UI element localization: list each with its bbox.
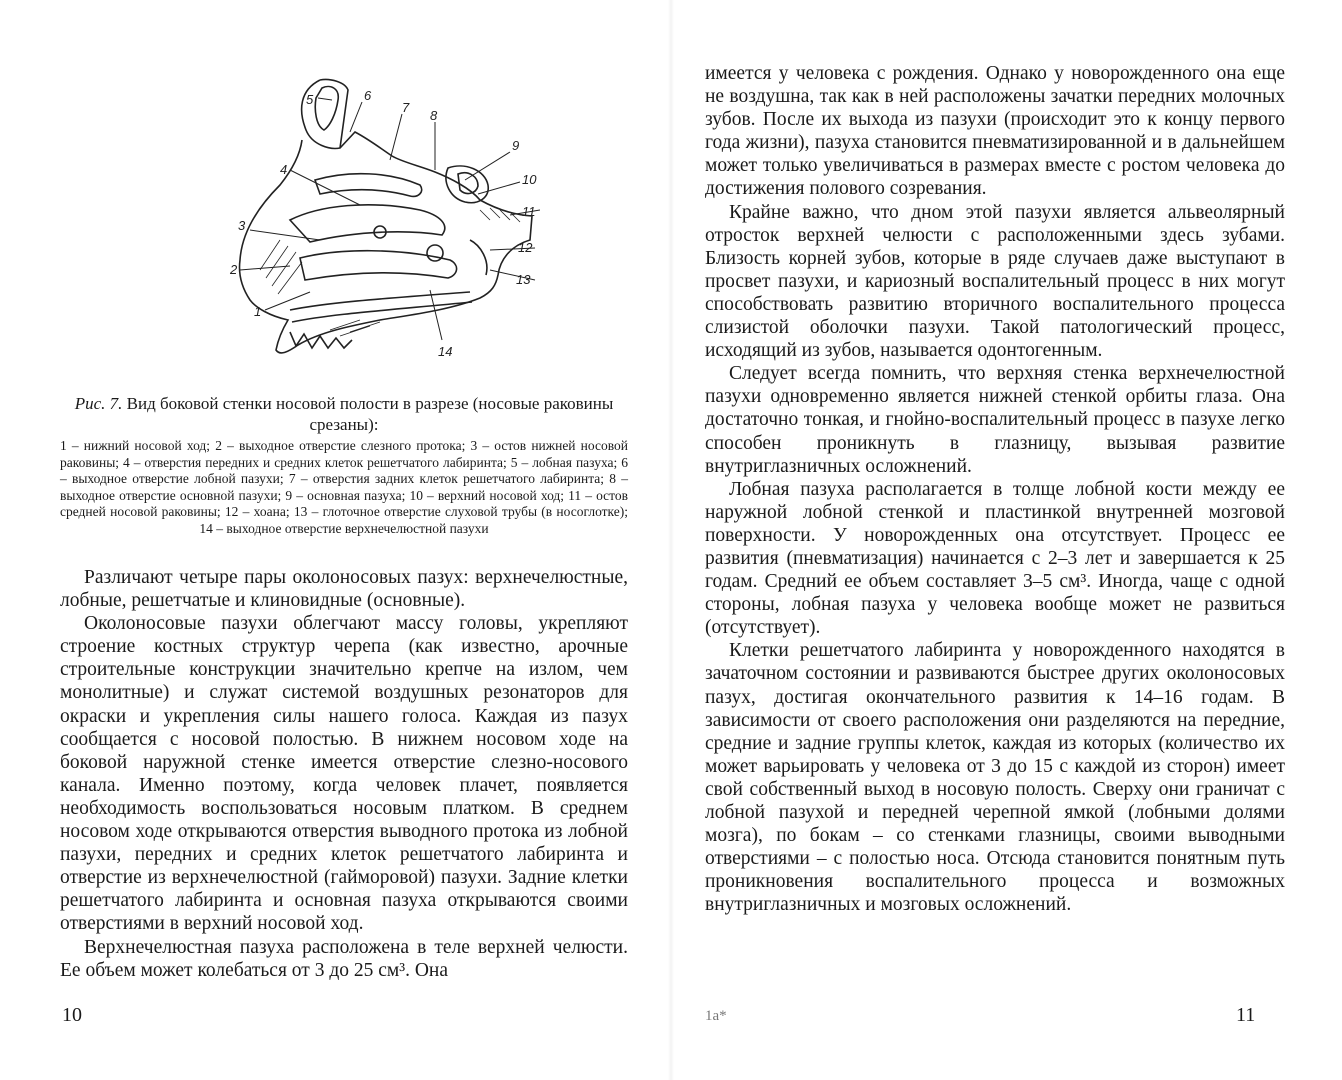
paragraph: Следует всегда помнить, что верхняя стенка верхнечелюстной пазухи одновременно является нижней стенкой орбиты глаза. Она достаточно тонкая, и гнойно-воспалительный процесс в пазухе легко способен проникнуть в глазницу, вызывая развитие внутриглазничных осложнений.: [705, 363, 1285, 477]
figure-label: 2: [230, 262, 238, 277]
paragraph: Лобная пазуха располагается в толще лобной кости между ее наружной лобной стенкой и пластинкой внутренней мозговой поверхности. У новорожденных она отсутствует. Процесс ее развития (пневматизация) начинается с 2–3 лет и завершается к 25 годам. Средний ее объем составляет 3–5 см³. Иногда, чаще с одной стороны, лобная пазуха у человека вообще может не развиться (отсутствует).: [705, 478, 1285, 639]
figure-label: 13: [516, 272, 531, 287]
nasal-cavity-illustration: [180, 70, 540, 370]
anatomy-figure: [180, 70, 540, 370]
book-gutter: [668, 0, 674, 1080]
figure-label: 9: [512, 138, 520, 153]
paragraph: Околоносовые пазухи облегчают массу головы, укрепляют строение костных структур черепа (как известно, арочные строительные конструкции значительно крепче на излом, чем монолитные) и служат системой воздушных резонаторов для окраски и укрепления силы нашего голоса. Каждая из пазух сообщается с носовой полостью. В нижнем носовом ходе на боковой наружной стенке имеется отверстие слезно-носового канала. Именно поэтому, когда человек плачет, появляется необходимость воспользоваться носовым платком. В среднем носовом ходе открываются отверстия выводного протока из лобной пазухи, передних и средних клеток решетчатого лабиринта и отверстие из верхнечелюстной (гайморовой) пазухи. Задние клетки решетчатого лабиринта и основная пазуха открываются своими отверстиями в верхний носовой ход.: [60, 613, 628, 935]
paragraph: Верхнечелюстная пазуха расположена в теле верхней челюсти. Ее объем может колебаться от 3 до 25 см³. Она: [60, 936, 628, 981]
page-number-right: 11: [1236, 1004, 1256, 1026]
paragraph: Клетки решетчатого лабиринта у новорожденного находятся в зачаточном состоянии и развиваются быстрее других околоносовых пазух, достигая окончательного развития к 14–16 годам. В зависимости от своего расположения они разделяются на передние, средние и задние группы клеток, каждая из которых (количество их может варьировать у человека от 3 до 15 с каждой из сторон) имеет свой собственный выход в носовую полость. Сверху они граничат с лобной пазухой и передней черепной ямкой (лобными долями мозга), по бокам – со стенками глазницы, своими выводными отверстиями – с полостью носа. Отсюда становится понятным путь проникновения воспалительного процесса и возможных внутриглазничных и мозговых осложнений.: [705, 640, 1285, 916]
caption-prefix: Рис. 7.: [74, 394, 123, 413]
paragraph-continuation: имеется у человека с рождения. Однако у новорожденного она еще не воздушна, так как в ней расположены зачатки передних молочных зубов. После их выхода из пазухи (происходит это к концу первого года жизни), пазуха становится пневматизированной и в дальнейшем может только увеличиваться в размерах вместе с ростом человека до достижения полового созревания.: [705, 63, 1285, 200]
figure-label: 1: [254, 304, 262, 319]
figure-caption: [60, 393, 628, 537]
caption-title: [60, 393, 628, 435]
figure-label: 3: [238, 218, 246, 233]
figure-label: 8: [430, 108, 438, 123]
page-number-left: 10: [62, 1004, 82, 1026]
paragraph: Различают четыре пары околоносовых пазух: верхнечелюстные, лобные, решетчатые и клиновидные (основные).: [60, 567, 628, 612]
left-body-text: [60, 566, 628, 982]
figure-label: 14: [438, 344, 453, 359]
figure-label: 12: [518, 240, 533, 255]
figure-label: 6: [364, 88, 372, 103]
figure-label: 5: [306, 92, 314, 107]
right-body-text: [705, 62, 1285, 916]
figure-label: 11: [522, 204, 536, 219]
paragraph: Крайне важно, что дном этой пазухи является альвеолярный отросток верхней челюсти с расположенными здесь зубами. Близость корней зубов, которые в ряде случаев даже выступают в просвет пазухи, и кариозный воспалительный процесс в них могут способствовать развитию вторичного воспалительного процесса слизистой оболочки пазухи. Такой патологический процесс, исходящий из зубов, называется одонтогенным.: [705, 201, 1285, 362]
printer-signature: 1а*: [705, 1008, 727, 1024]
figure-label: 4: [280, 162, 288, 177]
figure-label: 7: [402, 100, 410, 115]
figure-label: 10: [522, 172, 537, 187]
caption-legend: 1 – нижний носовой ход; 2 – выходное отверстие слезного протока; 3 – остов нижней носовой раковины; 4 – отверстия передних и средних клеток решетчатого лабиринта; 5 – лобная пазуха; 6 – выходное отверстие лобной пазухи; 7 – отверстия задних клеток решетчатого лабиринта; 8 – выходное отверстие основной пазухи; 9 – основная пазуха; 10 – верхний носовой ход; 11 – остов средней носовой раковины; 12 – хоана; 13 – глоточное отверстие слуховой трубы (в носоглотке); 14 – выходное отверстие верхнечелюстной пазухи: [60, 438, 628, 536]
caption-title-text: Вид боковой стенки носовой полости в разрезе (носовые раковины срезаны):: [126, 394, 614, 434]
